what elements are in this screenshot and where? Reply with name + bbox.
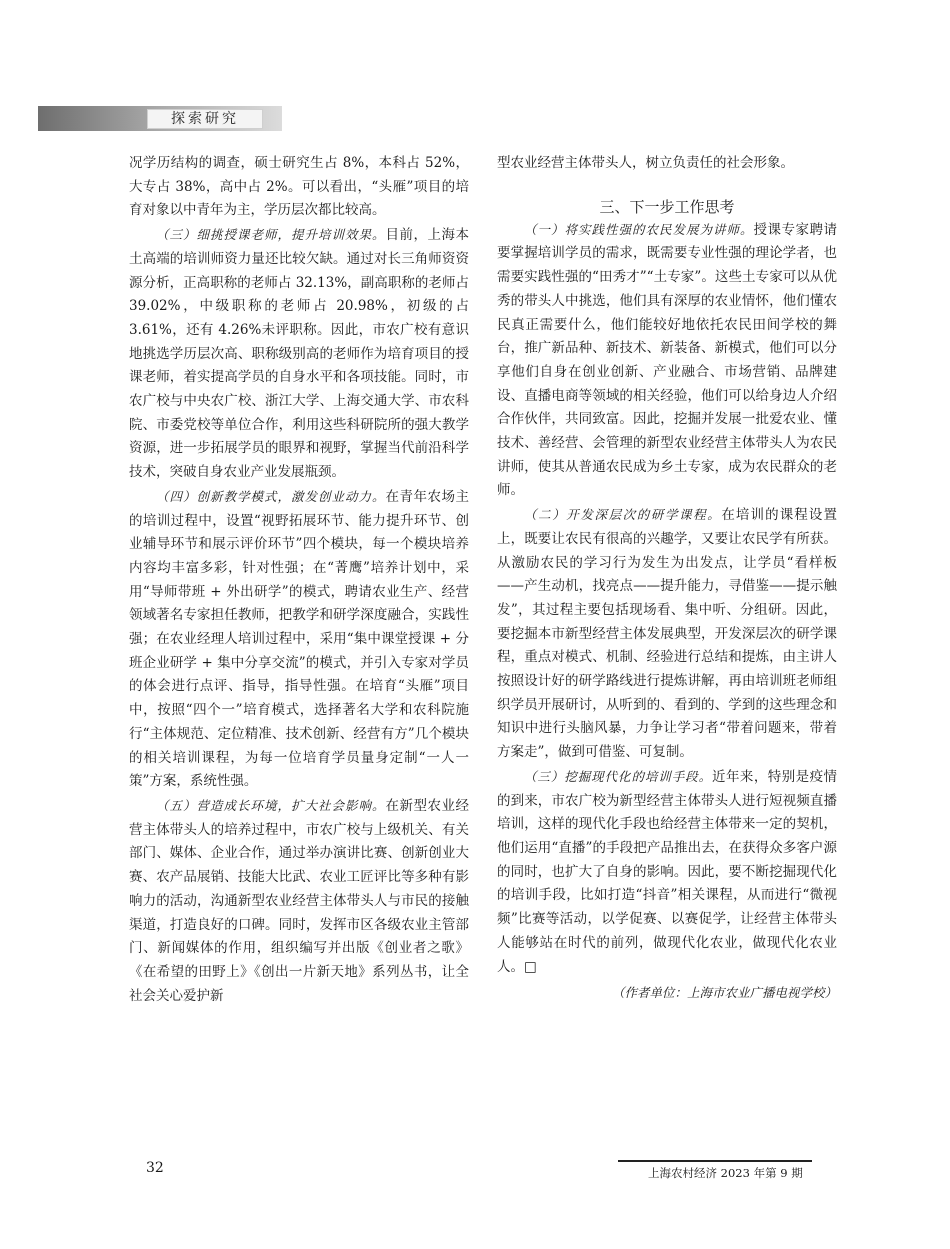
left-column <box>129 152 469 1008</box>
subheading-modern-training: （三）挖掘现代化的培训手段。 <box>524 768 713 784</box>
author-affiliation: （作者单位：上海市农业广播电视学校） <box>611 985 837 1001</box>
footer-rule <box>618 1160 812 1162</box>
paragraph-social-impact <box>129 794 469 1008</box>
paragraph-modern-training <box>497 765 837 979</box>
section-title: 三、下一步工作思考 <box>599 197 735 216</box>
subheading-study-courses: （二）开发深层次的研学课程。 <box>524 507 722 523</box>
body-study-courses: 在培训的课程设置上，既要让农民有很高的兴趣学，又要让农民学有所获。从激励农民的学习行为发生为出发点，让学员“看样板——产生动机，找亮点——提升能力，寻借鉴——提示触发”，其过程主要包括现场看、集中听、分组研。因此，要挖掘本市新型经营主体发展典型，开发深层次的研学课程，重点对模式、机制、经验进行总结和提炼，由主讲人按照设计好的研学路线进行提炼讲解，再由培训班老师组织学员开展研讨，从听到的、看到的、学到的这些理念和知识中进行头脑风暴，力争让学习者“带着问题来，带着方案走”，做到可借鉴、可复制。 <box>497 507 837 761</box>
body-modern-training: 近年来，特别是疫情的到来，市农广校为新型经营主体带头人进行短视频直播培训，这样的现代化手段也给经营主体带来一定的契机，他们运用“直播”的手段把产品推出去，在获得众多客户源的同时，也扩大了自身的影响。因此，要不断挖掘现代化的培训手段，比如打造“抖音”相关课程，从而进行“微视频”比赛等活动，以学促赛、以赛促学，让经营主体带头人能够站在时代的前列，做现代化农业，做现代化农业人。□ <box>497 768 837 975</box>
subheading-farmer-lecturers: （一）将实践性强的农民发展为讲师。 <box>524 221 754 237</box>
section-label: 探索研究 <box>147 109 263 129</box>
subheading-teaching-model: （四）创新教学模式，激发创业动力。 <box>156 488 386 504</box>
body-instructors: 目前，上海本土高端的培训师资力量还比较欠缺。通过对长三角师资资源分析，正高职称的老师占 32.13%，副高职称的老师占 39.02%，中级职称的老师占 20.98%，初级的占 3.61%，还有 4.26%未评职称。因此，市农广校有意识地挑选学历层次高、职称级别高的老师作为培育项目的授课老师，着实提高学员的自身水平和各项技能。同时，市农广校与中央农广校、浙江大学、上海交通大学、市农科院、市委党校等单位合作，利用这些科研院所的强大教学资源，进一步拓展学员的眼界和视野，掌握当代前沿科学技术，突破自身农业产业发展瓶颈。 <box>129 227 469 481</box>
paragraph-education-stats: 况学历结构的调查，硕士研究生占 8%，本科占 52%，大专占 38%，高中占 2%。可以看出，“头雁”项目的培育对象以中青年为主，学历层次都比较高。 <box>129 155 469 219</box>
subheading-social-impact: （五）营造成长环境，扩大社会影响。 <box>156 797 386 813</box>
paragraph-teaching-model <box>129 485 469 794</box>
right-column <box>497 152 837 1005</box>
paragraph-continuation: 型农业经营主体带头人，树立负责任的社会形象。 <box>497 155 794 171</box>
page-number: 32 <box>146 1160 164 1176</box>
paragraph-study-courses <box>497 503 837 765</box>
paragraph-farmer-lecturers <box>497 218 837 503</box>
body-farmer-lecturers: 授课专家聘请要掌握培训学员的需求，既需要专业性强的理论学者，也需要实践性强的“田秀才”“土专家”。这些土专家可以从优秀的带头人中挑选，他们具有深厚的农业情怀，他们懂农民真正需要什么，他们能较好地依托农民田间学校的舞台，推广新品种、新技术、新装备、新模式，他们可以分享他们自身在创业创新、产业融合、市场营销、品牌建设、直播电商等领域的相关经验，他们可以给身边人介绍合作伙伴，共同致富。因此，挖掘并发展一批爱农业、懂技术、善经营、会管理的新型农业经营主体带头人为农民讲师，使其从普通农民成为乡土专家，成为农民群众的老师。 <box>497 221 837 499</box>
journal-issue: 上海农村经济 2023 年第 9 期 <box>648 1166 803 1180</box>
paragraph-instructors <box>129 223 469 485</box>
body-social-impact: 在新型农业经营主体带头人的培养过程中，市农广校与上级机关、有关部门、媒体、企业合作，通过举办演讲比赛、创新创业大赛、农产品展销、技能大比武、农业工匠评比等多种有影响力的活动，沟通新型农业经营主体带头人与市民的接触渠道，打造良好的口碑。同时，发挥市区各级农业主管部门、新闻媒体的作用，组织编写并出版《创业者之歌》《在希望的田野上》《创出一片新天地》系列丛书，让全社会关心爱护新 <box>129 797 469 1004</box>
subheading-instructors: （三）细挑授课老师，提升培训效果。 <box>156 227 386 243</box>
body-teaching-model: 在青年农场主的培训过程中，设置“视野拓展环节、能力提升环节、创业辅导环节和展示评价环节”四个模块，每一个模块培养内容均丰富多彩，针对性强；在“菁鹰”培养计划中，采用“导师带班 + 外出研学”的模式，聘请农业生产、经营领域著名专家担任教师，把教学和研学深度融合，实践性强；在农业经理人培训过程中，采用“集中课堂授课 + 分班企业研学 + 集中分享交流”的模式，并引入专家对学员的体会进行点评、指导，指导性强。在培育“头雁”项目中，按照“四个一”培育模式，选择著名大学和农科院施行“主体规范、定位精准、技术创新、经营有方”几个模块的相关培训课程，为每一位培育学员量身定制“一人一策”方案，系统性强。 <box>129 488 469 790</box>
